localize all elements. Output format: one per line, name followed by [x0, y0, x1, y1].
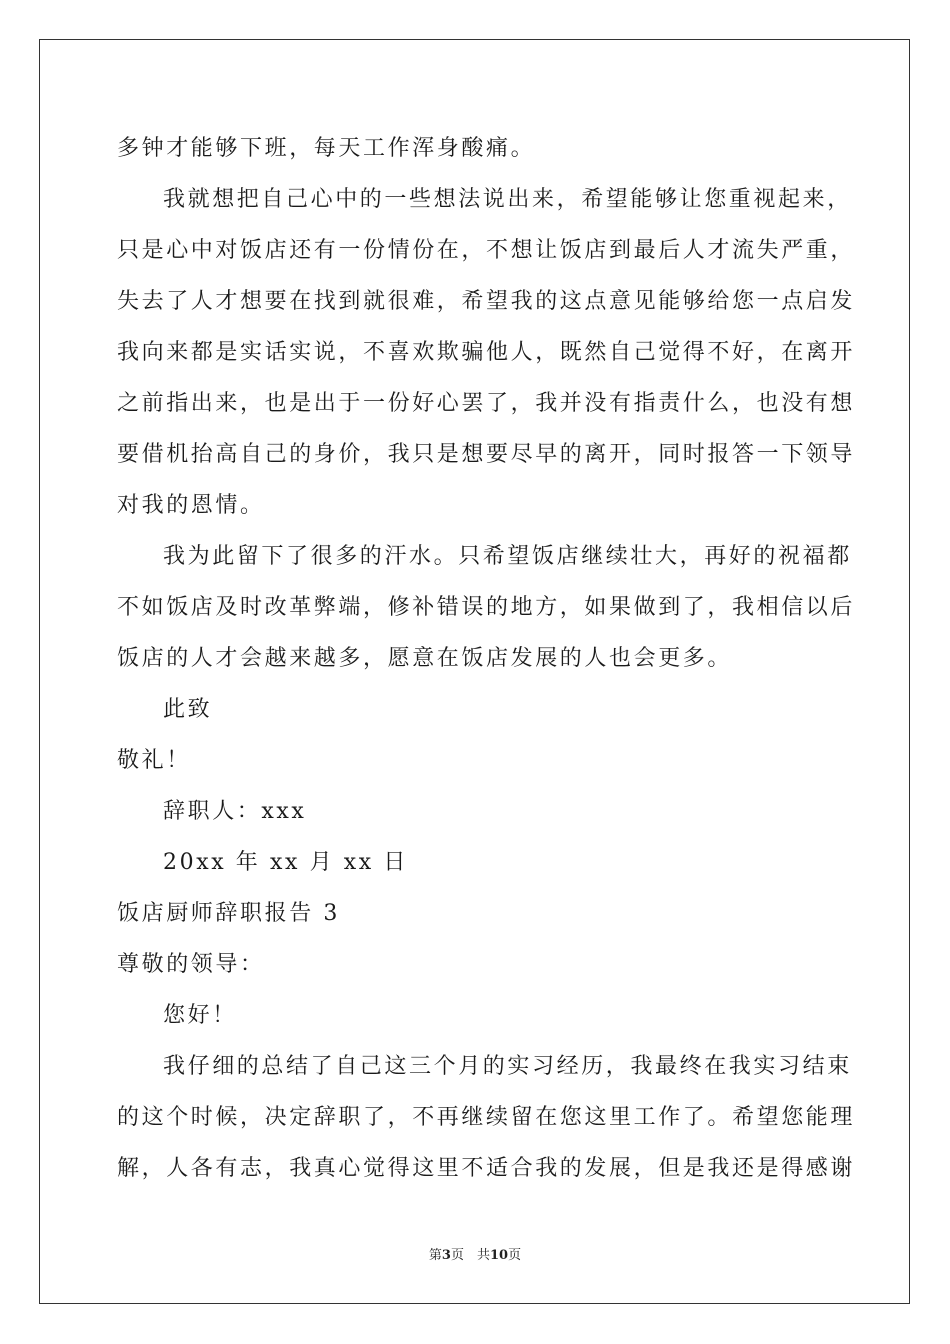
paragraph-start-line: 我就想把自己心中的一些想法说出来，希望能够让您重视起来，	[163, 187, 852, 212]
text-line: 对我的恩情。	[117, 493, 265, 518]
footer-current-page: 3	[441, 1248, 451, 1263]
paragraph-start-line: 我为此留下了很多的汗水。只希望饭店继续壮大，再好的祝福都	[163, 544, 852, 569]
closing-salutation: 此致	[163, 697, 213, 722]
signature-line: 辞职人：xxx	[163, 799, 307, 824]
text-line: 不如饭店及时改革弊端，修补错误的地方，如果做到了，我相信以后	[117, 595, 856, 620]
text-line: 要借机抬高自己的身价，我只是想要尽早的离开，同时报答一下领导	[117, 442, 856, 467]
text-line: 之前指出来，也是出于一份好心罢了，我并没有指责什么，也没有想	[117, 391, 856, 416]
text-line: 解，人各有志，我真心觉得这里不适合我的发展，但是我还是得感谢	[117, 1156, 856, 1181]
paragraph-start-line: 我仔细的总结了自己这三个月的实习经历，我最终在我实习结束	[163, 1054, 852, 1079]
closing-regards: 敬礼！	[117, 748, 191, 773]
page-footer	[0, 1247, 950, 1265]
footer-total-pages: 10	[489, 1248, 509, 1263]
greeting-line: 您好！	[163, 1003, 237, 1028]
footer-page-mid: 页 共	[450, 1248, 490, 1263]
text-line: 饭店的人才会越来越多，愿意在饭店发展的人也会更多。	[117, 646, 733, 671]
text-line: 多钟才能够下班，每天工作浑身酸痛。	[117, 136, 536, 161]
text-line: 失去了人才想要在找到就很难，希望我的这点意见能够给您一点启发	[117, 289, 856, 314]
section-title: 饭店厨师辞职报告 3	[117, 901, 340, 926]
footer-page-suffix: 页	[508, 1248, 522, 1263]
footer-page-prefix: 第	[428, 1248, 442, 1263]
text-line: 的这个时候，决定辞职了，不再继续留在您这里工作了。希望您能理	[117, 1105, 856, 1130]
text-line: 我向来都是实话实说，不喜欢欺骗他人，既然自己觉得不好，在离开	[117, 340, 856, 365]
greeting-recipient: 尊敬的领导：	[117, 952, 265, 977]
date-line: 20xx 年 xx 月 xx 日	[163, 850, 409, 875]
text-line: 只是心中对饭店还有一份情份在，不想让饭店到最后人才流失严重，	[117, 238, 856, 263]
